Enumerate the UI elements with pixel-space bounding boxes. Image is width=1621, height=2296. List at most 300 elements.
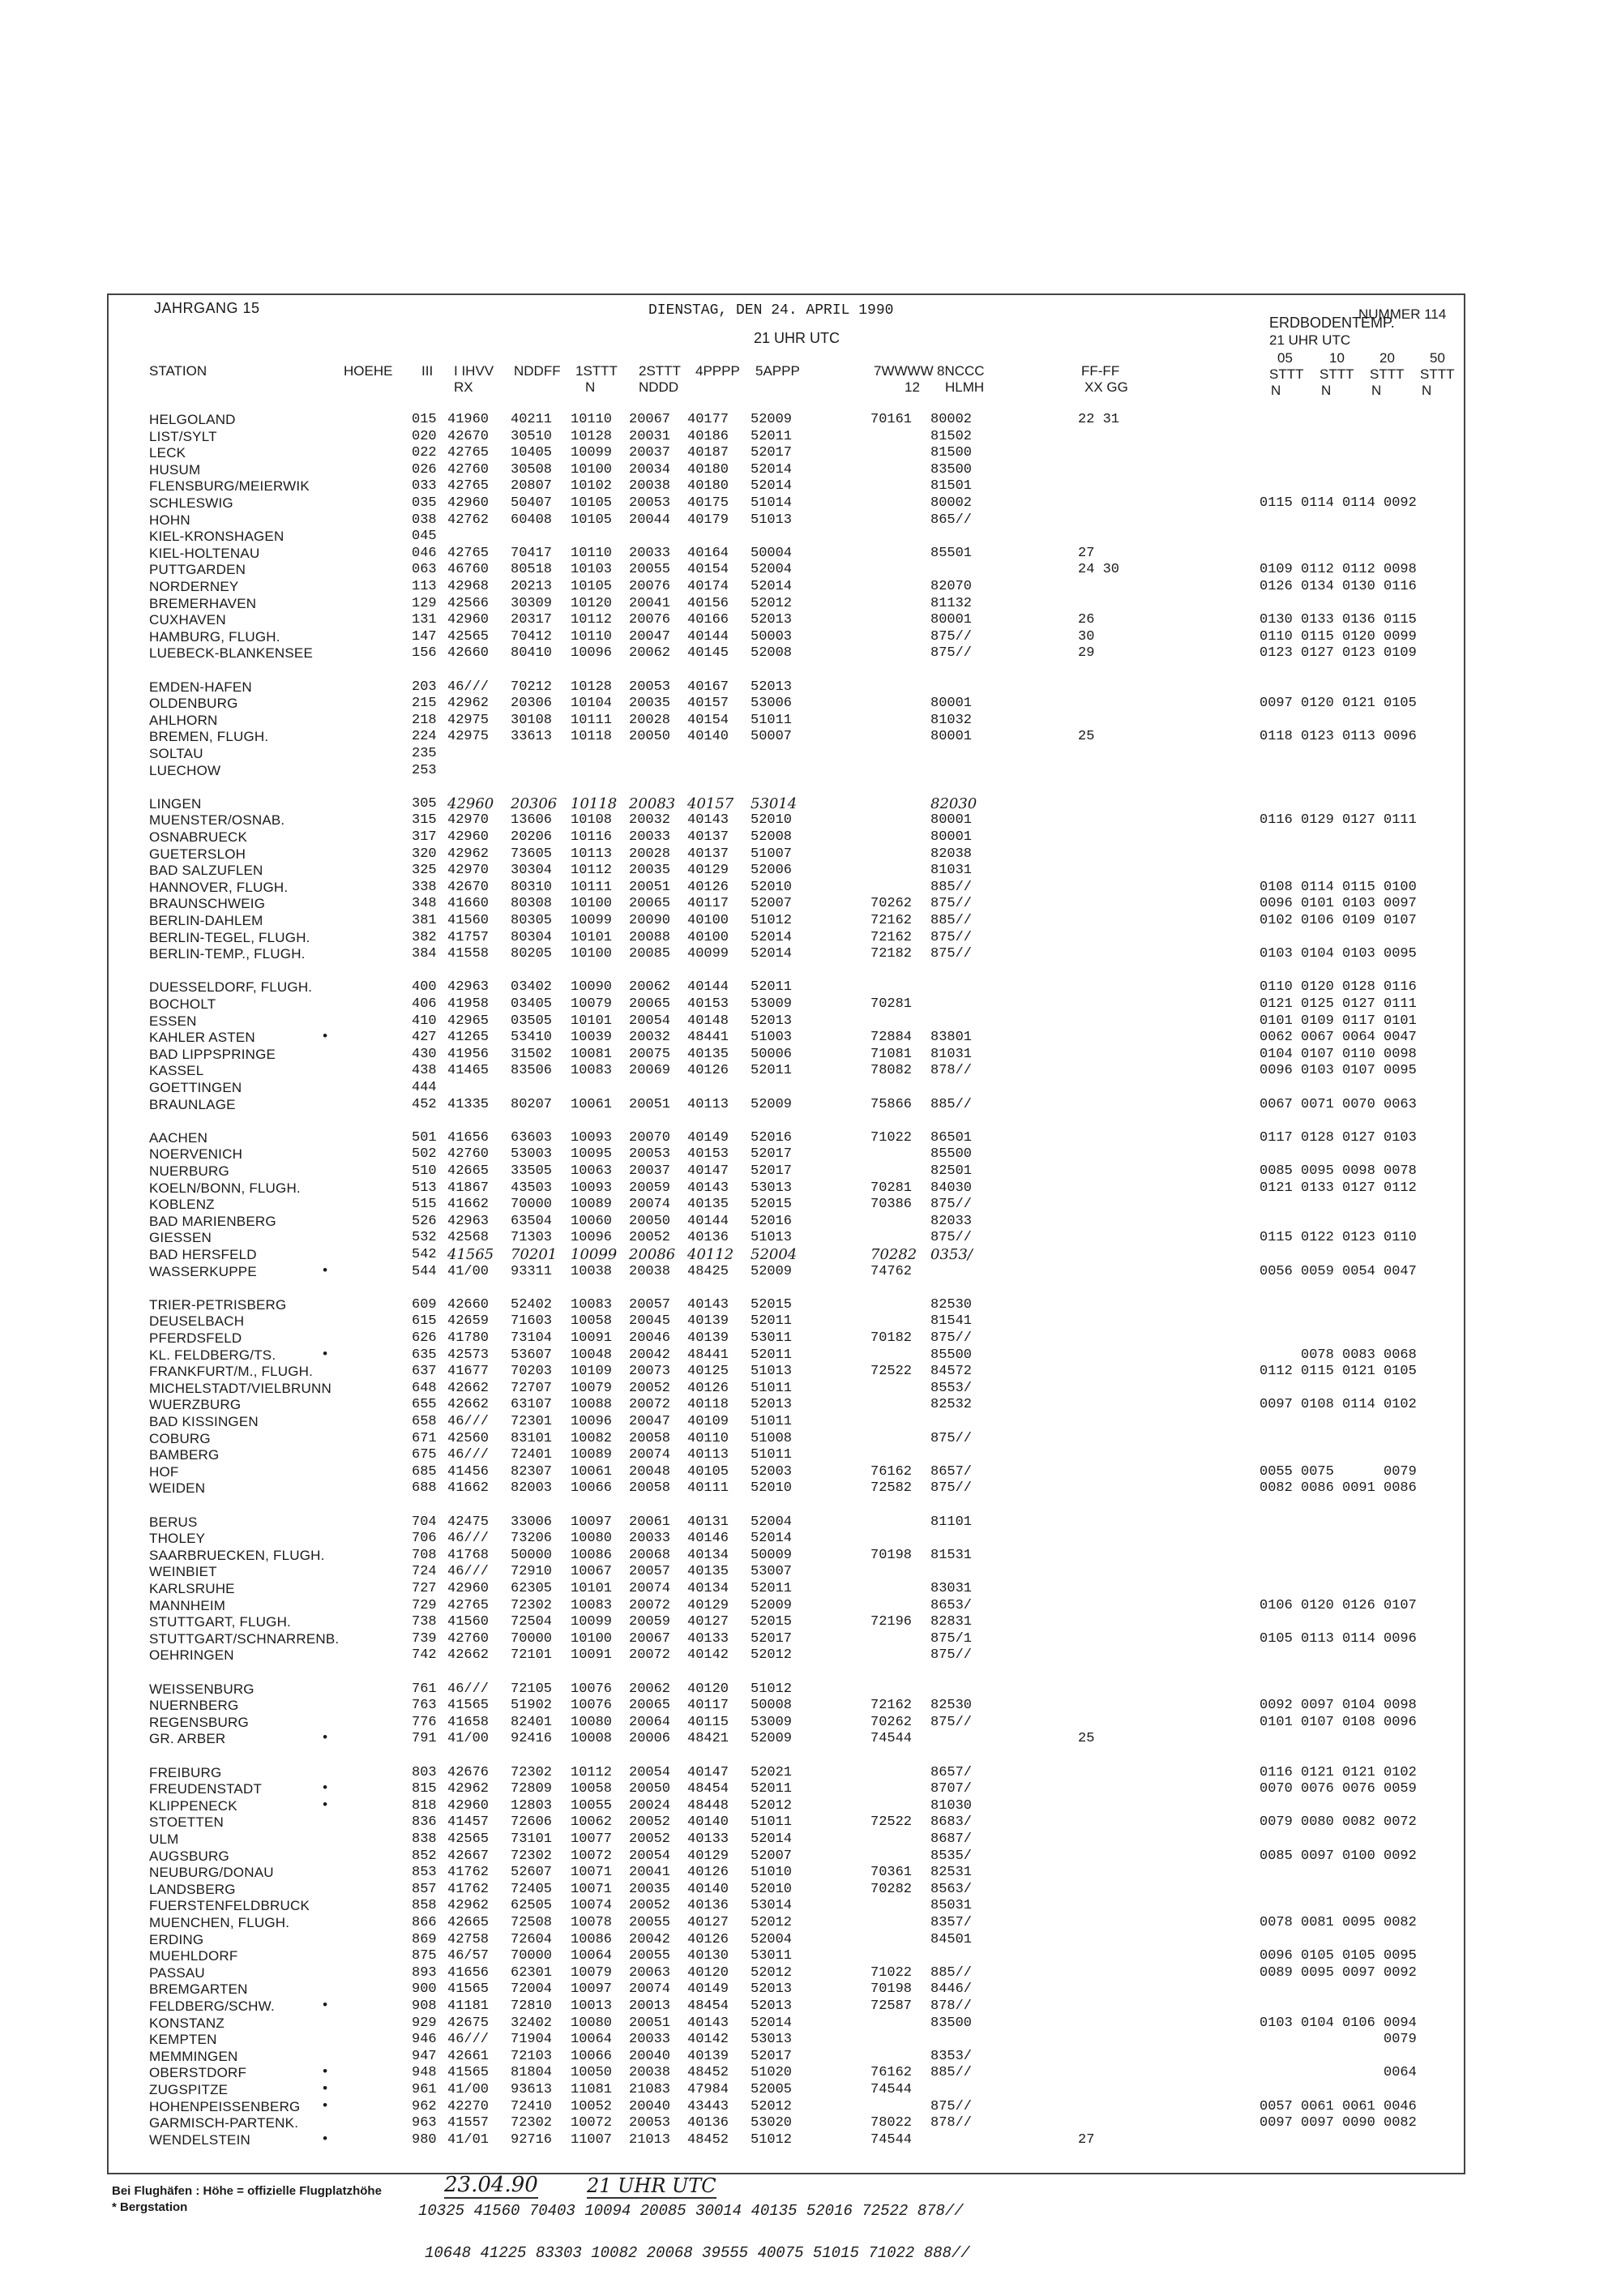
cell-c6: 52017: [751, 1163, 793, 1179]
cell-c6: 52013: [751, 1397, 793, 1412]
cell-iii: 452: [412, 1097, 437, 1112]
cell-c5: 40140: [687, 1814, 729, 1830]
cell-c4: 20046: [629, 1330, 671, 1346]
cell-c1: 41265: [447, 1030, 490, 1045]
cell-c4: 20072: [629, 1647, 671, 1663]
cell-c5: 40131: [687, 1514, 729, 1530]
cell-c6: 51013: [751, 512, 793, 528]
cell-c3: 10013: [571, 1998, 613, 2014]
cell-c9: 22 31: [1078, 412, 1120, 427]
cell-c6: 51013: [751, 1230, 793, 1245]
cell-c4: 20055: [629, 1915, 671, 1930]
station-name: BAD HERSFELD: [149, 1247, 257, 1262]
cell-c4: 20006: [629, 1731, 671, 1746]
cell-c5: 48454: [687, 1998, 729, 2014]
cell-c7: 70282: [870, 1882, 913, 1897]
cell-c2: 72302: [511, 1848, 553, 1864]
cell-c8: 875//: [930, 1715, 973, 1730]
cell-c4: 20059: [629, 1614, 671, 1630]
cell-s: 0123 0127 0123 0109: [1260, 645, 1417, 661]
cell-c1: 42765: [447, 445, 490, 460]
cell-c6: 51011: [751, 713, 793, 728]
cell-c2: 70203: [511, 1364, 553, 1379]
station-name: BERLIN-TEGEL, FLUGH.: [149, 930, 310, 945]
cell-c2: 83101: [511, 1431, 553, 1446]
cell-c5: 40157: [687, 795, 734, 812]
cell-c4: 20065: [629, 1698, 671, 1713]
cell-c6: 52014: [751, 579, 793, 594]
cell-c8: 865//: [930, 512, 973, 528]
cell-c3: 10076: [571, 1698, 613, 1713]
cell-c7: 72196: [870, 1614, 913, 1630]
cell-iii: 438: [412, 1063, 437, 1078]
cell-c8: 875//: [930, 1230, 973, 1245]
cell-c5: 40140: [687, 1882, 729, 1897]
cell-c4: 20040: [629, 2099, 671, 2114]
cell-c8: 84572: [930, 1364, 973, 1379]
cell-c3: 10104: [571, 696, 613, 711]
cell-s: 0115 0114 0114 0092: [1260, 495, 1417, 511]
cell-c6: 52017: [751, 1631, 793, 1647]
cell-c8: 8446/: [930, 1981, 973, 1997]
cell-c4: 20067: [629, 1631, 671, 1647]
cell-c2: 70000: [511, 1197, 553, 1212]
cell-c1: 42665: [447, 1163, 490, 1179]
cell-c4: 20040: [629, 2049, 671, 2064]
cell-iii: 866: [412, 1915, 437, 1930]
cell-c4: 20083: [629, 795, 676, 812]
cell-c5: 40144: [687, 1214, 729, 1229]
cell-c7: 76162: [870, 2065, 913, 2080]
cell-c6: 52016: [751, 1214, 793, 1229]
cell-c1: 42760: [447, 1146, 490, 1162]
cell-c4: 20062: [629, 645, 671, 661]
cell-s: 0115 0122 0123 0110: [1260, 1230, 1417, 1245]
cell-c8: 878//: [930, 2115, 973, 2131]
cell-c8: 82501: [930, 1163, 973, 1179]
cell-c9: 27: [1078, 546, 1095, 561]
mountain-station-marker: •: [321, 1781, 330, 1797]
cell-iii: 320: [412, 846, 437, 862]
cell-iii: 675: [412, 1447, 437, 1463]
cell-c4: 20052: [629, 1381, 671, 1396]
cell-c3: 10099: [571, 445, 613, 460]
col-soil-sub-4: STTT: [1420, 366, 1455, 382]
cell-c4: 20070: [629, 1130, 671, 1146]
station-name: GUETERSLOH: [149, 846, 246, 862]
cell-iii: 515: [412, 1197, 437, 1212]
cell-c6: 52012: [751, 1647, 793, 1663]
col-depth-20: 20: [1379, 350, 1395, 366]
cell-c2: 72004: [511, 1981, 553, 1997]
cell-c2: 80518: [511, 562, 553, 577]
cell-c3: 10097: [571, 1514, 613, 1530]
cell-c5: 40180: [687, 462, 729, 478]
cell-c2: 73605: [511, 846, 553, 862]
cell-c4: 20013: [629, 1998, 671, 2014]
cell-c3: 10109: [571, 1364, 613, 1379]
cell-c4: 20058: [629, 1431, 671, 1446]
cell-c8: 82033: [930, 1214, 973, 1229]
cell-s: 0089 0095 0097 0092: [1260, 1965, 1417, 1981]
cell-c5: 40186: [687, 429, 729, 444]
cell-s: 0117 0128 0127 0103: [1260, 1130, 1417, 1146]
cell-c4: 20053: [629, 1146, 671, 1162]
cell-c6: 52021: [751, 1765, 793, 1780]
cell-c1: 42270: [447, 2099, 490, 2114]
cell-c7: 72522: [870, 1814, 913, 1830]
cell-c1: 41565: [447, 1246, 494, 1263]
cell-c6: 52015: [751, 1614, 793, 1630]
cell-c3: 11007: [571, 2132, 613, 2148]
cell-c1: 41565: [447, 1698, 490, 1713]
cell-c8: 875//: [930, 2099, 973, 2114]
cell-c1: 42568: [447, 1230, 490, 1245]
cell-c5: 40126: [687, 1932, 729, 1947]
col-soil-n-2: N: [1321, 383, 1332, 398]
cell-c2: 30304: [511, 863, 553, 878]
cell-c8: 81132: [930, 596, 973, 611]
station-name: PASSAU: [149, 1965, 205, 1981]
cell-c8: 80001: [930, 696, 973, 711]
col-2sttt: 2STTT: [639, 363, 681, 379]
station-name: KL. FELDBERG/TS.: [149, 1347, 276, 1363]
cell-c8: 878//: [930, 1063, 973, 1078]
cell-c2: 53003: [511, 1146, 553, 1162]
cell-c4: 20058: [629, 1480, 671, 1496]
cell-c1: 42565: [447, 1831, 490, 1847]
cell-c5: 40126: [687, 880, 729, 895]
cell-c8: 885//: [930, 1097, 973, 1112]
cell-c2: 72301: [511, 1414, 553, 1429]
cell-c4: 20053: [629, 495, 671, 511]
station-name: ULM: [149, 1831, 179, 1847]
cell-c2: 80410: [511, 645, 553, 661]
cell-c6: 52012: [751, 1798, 793, 1814]
cell-c4: 20065: [629, 896, 671, 911]
station-name: HANNOVER, FLUGH.: [149, 880, 289, 895]
cell-c3: 10101: [571, 1581, 613, 1596]
date-label: DIENSTAG, DEN 24. APRIL 1990: [648, 302, 894, 319]
cell-c1: 41660: [447, 896, 490, 911]
station-name: KONSTANZ: [149, 2015, 225, 2031]
cell-c2: 32402: [511, 2015, 553, 2031]
cell-c5: 40145: [687, 645, 729, 661]
cell-c3: 10100: [571, 896, 613, 911]
station-name: HOF: [149, 1464, 179, 1480]
cell-c9: 25: [1078, 1731, 1095, 1746]
station-name: WEINBIET: [149, 1564, 217, 1579]
cell-c5: 40112: [687, 1246, 734, 1263]
cell-c6: 50004: [751, 546, 793, 561]
cell-c3: 10083: [571, 1297, 613, 1313]
cell-c4: 20065: [629, 996, 671, 1012]
station-name: CUXHAVEN: [149, 612, 226, 628]
cell-c1: 41/00: [447, 2082, 490, 2097]
cell-iii: 020: [412, 429, 437, 444]
cell-s: 0078 0081 0095 0082: [1260, 1915, 1417, 1930]
cell-iii: 156: [412, 645, 437, 661]
cell-c2: 72302: [511, 2115, 553, 2131]
cell-s: 0101 0107 0108 0096: [1260, 1715, 1417, 1730]
cell-c3: 10105: [571, 495, 613, 511]
cell-c4: 20090: [629, 913, 671, 928]
cell-c5: 40154: [687, 562, 729, 577]
cell-c2: 80205: [511, 946, 553, 962]
cell-s: 0108 0114 0115 0100: [1260, 880, 1417, 895]
cell-c8: 80001: [930, 729, 973, 744]
cell-c5: 40125: [687, 1364, 729, 1379]
cell-c1: 41958: [447, 996, 490, 1012]
station-name: LANDSBERG: [149, 1882, 236, 1897]
cell-s: 0079 0080 0082 0072: [1260, 1814, 1417, 1830]
cell-c8: 81031: [930, 1047, 973, 1062]
cell-c3: 10080: [571, 1715, 613, 1730]
cell-c6: 52004: [751, 1932, 793, 1947]
station-name: SOLTAU: [149, 746, 203, 761]
cell-c3: 10071: [571, 1865, 613, 1880]
cell-iii: 742: [412, 1647, 437, 1663]
cell-c8: 8707/: [930, 1781, 973, 1797]
cell-c3: 10086: [571, 1548, 613, 1563]
cell-c5: 40174: [687, 579, 729, 594]
handwritten-date: 23.04.90: [444, 2173, 538, 2197]
cell-c8: 81032: [930, 713, 973, 728]
cell-c3: 10061: [571, 1464, 613, 1480]
cell-c4: 20028: [629, 713, 671, 728]
station-name: FELDBERG/SCHW.: [149, 1998, 275, 2014]
cell-iii: 929: [412, 2015, 437, 2031]
cell-c8: 885//: [930, 2065, 973, 2080]
cell-c2: 73206: [511, 1531, 553, 1546]
cell-s: 0078 0083 0068: [1260, 1347, 1417, 1363]
cell-iii: 948: [412, 2065, 437, 2080]
cell-c1: 42975: [447, 713, 490, 728]
cell-c8: 80001: [930, 612, 973, 628]
cell-c9: 27: [1078, 2132, 1095, 2148]
cell-c3: 10072: [571, 2115, 613, 2131]
station-name: KASSEL: [149, 1063, 204, 1078]
cell-iii: 739: [412, 1631, 437, 1647]
station-name: STOETTEN: [149, 1814, 224, 1830]
cell-iii: 688: [412, 1480, 437, 1496]
cell-c8: 80001: [930, 812, 973, 828]
cell-c6: 53007: [751, 1564, 793, 1579]
cell-iii: 818: [412, 1798, 437, 1814]
cell-c6: 52015: [751, 1297, 793, 1313]
station-name: GR. ARBER: [149, 1731, 226, 1746]
cell-c5: 40153: [687, 996, 729, 1012]
cell-c1: 42765: [447, 546, 490, 561]
cell-c2: 62505: [511, 1898, 553, 1913]
cell-iii: 727: [412, 1581, 437, 1596]
cell-iii: 869: [412, 1932, 437, 1947]
col-soil-n-3: N: [1371, 383, 1382, 398]
cell-c5: 40180: [687, 478, 729, 494]
cell-c7: 70386: [870, 1197, 913, 1212]
station-name: STUTTGART, FLUGH.: [149, 1614, 291, 1630]
cell-c8: 83500: [930, 2015, 973, 2031]
station-name: SAARBRUECKEN, FLUGH.: [149, 1548, 325, 1563]
station-name: KIEL-HOLTENAU: [149, 546, 260, 561]
cell-c6: 50006: [751, 1047, 793, 1062]
cell-c6: 52010: [751, 812, 793, 828]
cell-c5: 40146: [687, 1531, 729, 1546]
cell-c1: 42660: [447, 1297, 490, 1313]
cell-iii: 803: [412, 1765, 437, 1780]
cell-c7: 70281: [870, 1180, 913, 1196]
cell-c6: 52014: [751, 1831, 793, 1847]
cell-iii: 215: [412, 696, 437, 711]
cell-c4: 20061: [629, 1514, 671, 1530]
cell-c1: 41960: [447, 412, 490, 427]
station-name: LUEBECK-BLANKENSEE: [149, 645, 314, 661]
cell-c2: 33505: [511, 1163, 553, 1179]
cell-c5: 40147: [687, 1163, 729, 1179]
cell-c6: 52011: [751, 1313, 793, 1329]
cell-c5: 40129: [687, 1848, 729, 1864]
station-name: FLENSBURG/MEIERWIK: [149, 478, 310, 494]
cell-c3: 10077: [571, 1831, 613, 1847]
cell-iii: 325: [412, 863, 437, 878]
cell-c3: 10096: [571, 1230, 613, 1245]
cell-c7: 78082: [870, 1063, 913, 1078]
cell-c3: 10101: [571, 930, 613, 945]
cell-c6: 52014: [751, 1531, 793, 1546]
cell-c7: 78022: [870, 2115, 913, 2131]
cell-iii: 900: [412, 1981, 437, 1997]
cell-c1: 42667: [447, 1848, 490, 1864]
cell-c3: 10120: [571, 596, 613, 611]
cell-iii: 836: [412, 1814, 437, 1830]
cell-s: 0070 0076 0076 0059: [1260, 1781, 1417, 1797]
cell-c6: 52010: [751, 1882, 793, 1897]
cell-c5: 40139: [687, 1313, 729, 1329]
cell-c5: 40120: [687, 1965, 729, 1981]
cell-c1: 42765: [447, 1598, 490, 1613]
cell-c6: 52012: [751, 1915, 793, 1930]
cell-c5: 43443: [687, 2099, 729, 2114]
cell-c6: 52004: [751, 562, 793, 577]
cell-iii: 406: [412, 996, 437, 1012]
cell-c3: 10067: [571, 1564, 613, 1579]
cell-s: 0079: [1260, 2032, 1417, 2047]
cell-c1: 42566: [447, 596, 490, 611]
station-name: AACHEN: [149, 1130, 208, 1146]
cell-c4: 20053: [629, 2115, 671, 2131]
cell-s: 0085 0097 0100 0092: [1260, 1848, 1417, 1864]
cell-iii: 315: [412, 812, 437, 828]
cell-c6: 52010: [751, 880, 793, 895]
station-name: THOLEY: [149, 1531, 206, 1546]
cell-iii: 430: [412, 1047, 437, 1062]
cell-s: 0103 0104 0103 0095: [1260, 946, 1417, 962]
cell-c2: 80207: [511, 1097, 553, 1112]
cell-c4: 20053: [629, 679, 671, 695]
cell-c9: 30: [1078, 629, 1095, 645]
cell-c3: 10097: [571, 1981, 613, 1997]
cell-c6: 53014: [751, 795, 798, 812]
cell-s: 0110 0115 0120 0099: [1260, 629, 1417, 645]
station-name: KAHLER ASTEN: [149, 1030, 255, 1045]
cell-c7: 74544: [870, 1731, 913, 1746]
cell-c2: 72103: [511, 2049, 553, 2064]
cell-c3: 10105: [571, 512, 613, 528]
cell-c8: 885//: [930, 1965, 973, 1981]
cell-c4: 20038: [629, 478, 671, 494]
station-name: WUERZBURG: [149, 1397, 242, 1412]
cell-c6: 51011: [751, 1447, 793, 1463]
cell-c2: 70412: [511, 629, 553, 645]
cell-c6: 52013: [751, 1998, 793, 2014]
cell-c5: 40137: [687, 846, 729, 862]
cell-c4: 20047: [629, 1414, 671, 1429]
station-name: OBERSTDORF: [149, 2065, 247, 2080]
cell-c4: 20067: [629, 412, 671, 427]
cell-c8: 8563/: [930, 1882, 973, 1897]
cell-c7: 70262: [870, 896, 913, 911]
cell-c8: 85500: [930, 1347, 973, 1363]
cell-c6: 52013: [751, 679, 793, 695]
cell-c5: 40142: [687, 1647, 729, 1663]
cell-c3: 10079: [571, 1965, 613, 1981]
cell-s: 0085 0095 0098 0078: [1260, 1163, 1417, 1179]
cell-c5: 40129: [687, 863, 729, 878]
cell-c7: 70282: [870, 1246, 917, 1263]
cell-c8: 81502: [930, 429, 973, 444]
cell-iii: 063: [412, 562, 437, 577]
cell-c4: 20054: [629, 1848, 671, 1864]
station-name: OSNABRUECK: [149, 829, 248, 845]
cell-c2: 70201: [511, 1246, 558, 1263]
cell-c1: 42762: [447, 512, 490, 528]
cell-c4: 20074: [629, 1197, 671, 1212]
cell-s: 0096 0103 0107 0095: [1260, 1063, 1417, 1078]
cell-c7: 71022: [870, 1965, 913, 1981]
cell-c6: 52005: [751, 2082, 793, 2097]
cell-c1: 42960: [447, 829, 490, 845]
cell-c9: 25: [1078, 729, 1095, 744]
cell-c2: 20306: [511, 696, 553, 711]
cell-iii: 022: [412, 445, 437, 460]
cell-c7: 72522: [870, 1364, 913, 1379]
cell-c1: 42670: [447, 880, 490, 895]
cell-c5: 40139: [687, 2049, 729, 2064]
cell-c2: 72101: [511, 1647, 553, 1663]
cell-c3: 11081: [571, 2082, 613, 2097]
cell-c3: 10095: [571, 1146, 613, 1162]
cell-c2: 72410: [511, 2099, 553, 2114]
cell-c3: 10076: [571, 1681, 613, 1697]
cell-s: 0097 0108 0114 0102: [1260, 1397, 1417, 1412]
cell-c4: 20055: [629, 562, 671, 577]
cell-c4: 21013: [629, 2132, 671, 2148]
cell-c3: 10105: [571, 579, 613, 594]
cell-c8: 8553/: [930, 1381, 973, 1396]
station-name: NUERNBERG: [149, 1698, 239, 1713]
cell-c2: 72302: [511, 1765, 553, 1780]
cell-c1: 41662: [447, 1197, 490, 1212]
cell-c5: 40167: [687, 679, 729, 695]
cell-c1: 42975: [447, 729, 490, 744]
cell-c2: 92716: [511, 2132, 553, 2148]
cell-c3: 10100: [571, 1631, 613, 1647]
cell-c6: 52013: [751, 612, 793, 628]
cell-c3: 10110: [571, 629, 613, 645]
cell-c4: 20073: [629, 1364, 671, 1379]
cell-c2: 81804: [511, 2065, 553, 2080]
col-iii: III: [421, 363, 434, 379]
